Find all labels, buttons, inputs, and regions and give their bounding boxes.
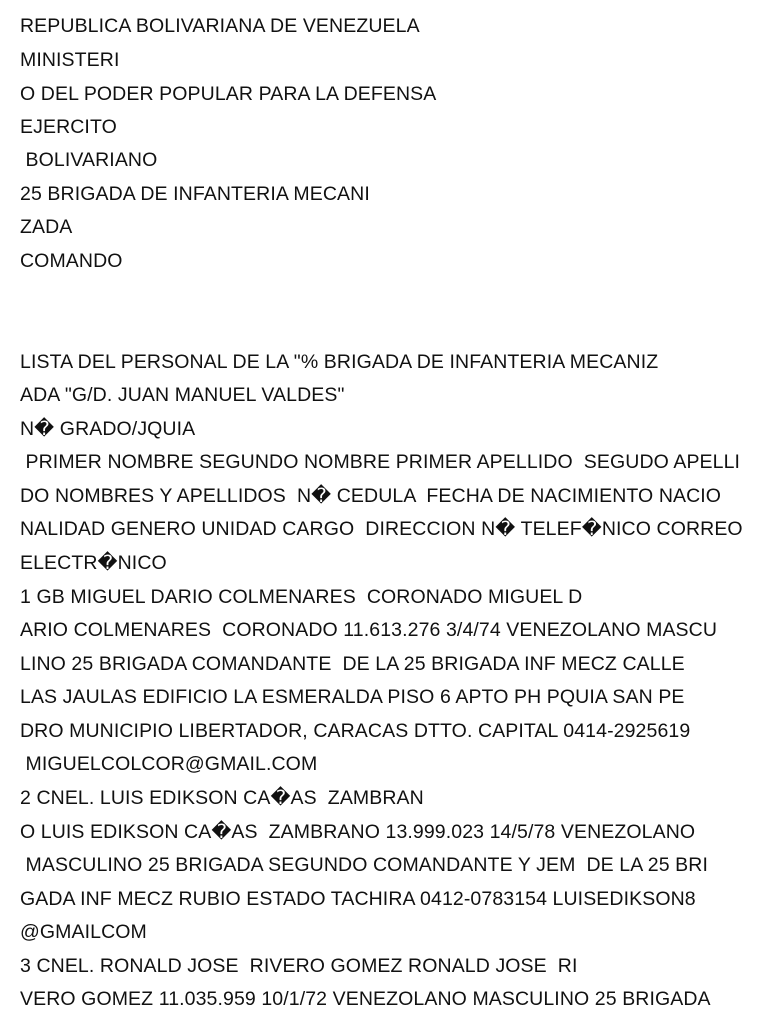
body-line: DO NOMBRES Y APELLIDOS N� CEDULA FECHA DE NACIMIENTO NACIO <box>20 485 722 507</box>
header-line: MINISTERI <box>20 49 120 71</box>
header-line: 25 BRIGADA DE INFANTERIA MECANI <box>20 183 370 205</box>
body-line: 2 CNEL. LUIS EDIKSON CA�AS ZAMBRAN <box>20 787 424 809</box>
header-line: O DEL PODER POPULAR PARA LA DEFENSA <box>20 83 437 105</box>
body-line: N� GRADO/JQUIA <box>20 418 196 440</box>
header-line: COMANDO <box>20 250 123 272</box>
body-line: @GMAILCOM <box>20 921 147 943</box>
body-line: LINO 25 BRIGADA COMANDANTE DE LA 25 BRIGADA INF MECZ CALLE <box>20 653 685 675</box>
body-line: MIGUELCOLCOR@GMAIL.COM <box>20 753 318 775</box>
header-line: ZADA <box>20 216 73 238</box>
header-line: REPUBLICA BOLIVARIANA DE VENEZUELA <box>20 15 420 37</box>
body-line: VERO GOMEZ 11.035.959 10/1/72 VENEZOLANO MASCULINO 25 BRIGADA <box>20 988 711 1010</box>
body-line: PRIMER NOMBRE SEGUNDO NOMBRE PRIMER APELLIDO SEGUDO APELLI <box>20 451 741 473</box>
body-line: ARIO COLMENARES CORONADO 11.613.276 3/4/74 VENEZOLANO MASCU <box>20 619 718 641</box>
body-line: NALIDAD GENERO UNIDAD CARGO DIRECCION N� TELEF�NICO CORREO <box>20 518 743 540</box>
body-line: GADA INF MECZ RUBIO ESTADO TACHIRA 0412-0783154 LUISEDIKSON8 <box>20 888 696 910</box>
body-line: 3 CNEL. RONALD JOSE RIVERO GOMEZ RONALD JOSE RI <box>20 955 578 977</box>
body-line: LISTA DEL PERSONAL DE LA "% BRIGADA DE INFANTERIA MECANIZ <box>20 351 659 373</box>
body-line: DRO MUNICIPIO LIBERTADOR, CARACAS DTTO. CAPITAL 0414-2925619 <box>20 720 691 742</box>
body-line: LAS JAULAS EDIFICIO LA ESMERALDA PISO 6 APTO PH PQUIA SAN PE <box>20 686 685 708</box>
body-line: ADA "G/D. JUAN MANUEL VALDES" <box>20 384 345 406</box>
header-line: EJERCITO <box>20 116 117 138</box>
body-line: MASCULINO 25 BRIGADA SEGUNDO COMANDANTE Y JEM DE LA 25 BRI <box>20 854 708 876</box>
header-line: BOLIVARIANO <box>20 149 158 171</box>
body-line: ELECTR�NICO <box>20 552 167 574</box>
body-line: O LUIS EDIKSON CA�AS ZAMBRANO 13.999.023 14/5/78 VENEZOLANO <box>20 821 696 843</box>
body-line: 1 GB MIGUEL DARIO COLMENARES CORONADO MIGUEL D <box>20 586 583 608</box>
